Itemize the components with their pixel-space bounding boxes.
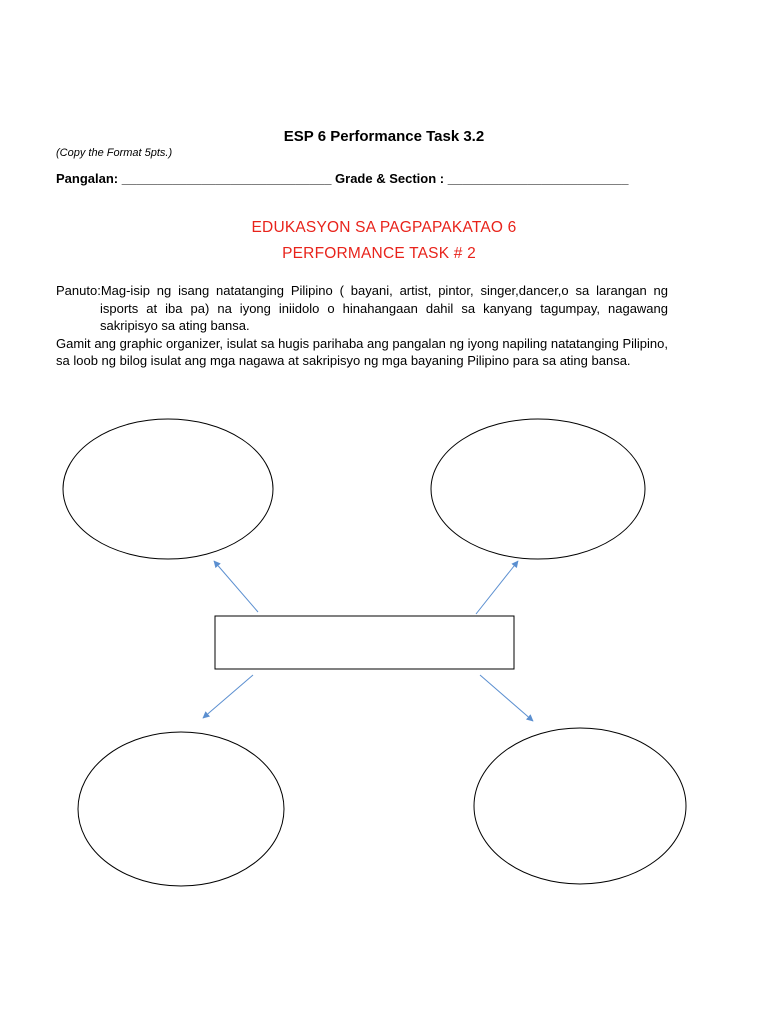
name-label: Pangalan: (56, 171, 122, 186)
arrow-bottom-left (203, 675, 253, 718)
circle-bottom-right[interactable] (474, 728, 686, 884)
circle-top-right[interactable] (431, 419, 645, 559)
page-title: ESP 6 Performance Task 3.2 (283, 128, 485, 145)
arrow-top-right (476, 561, 518, 614)
instructions-paragraph-2: Gamit ang graphic organizer, isulat sa hugis parihaba ang pangalan ng iyong napiling natatanging Pilipino, sa loob ng bilog isulat ang mga nagawa at sakripisyo ng mga bayaning Pilipino para sa ating bansa. (56, 335, 668, 368)
name-blank: _____________________________ (121, 171, 332, 186)
circle-bottom-left[interactable] (78, 732, 284, 886)
subject-heading: EDUKASYON SA PAGPAPAKATAO 6 (251, 219, 517, 236)
center-rectangle[interactable] (215, 616, 514, 669)
grade-section-blank: _________________________ (447, 171, 629, 186)
circle-top-left[interactable] (63, 419, 273, 559)
arrow-top-left (214, 561, 258, 612)
copy-format-note: (Copy the Format 5pts.) (56, 147, 173, 159)
arrow-bottom-right (480, 675, 533, 721)
grade-section-label: Grade & Section : (331, 171, 448, 186)
task-heading: PERFORMANCE TASK # 2 (282, 245, 476, 262)
instructions-paragraph-1: Panuto:Mag-isip ng isang natatanging Pilipino ( bayani, artist, pintor, singer,dancer,o sa larangan ng isports at iba pa) na iyong iniidolo o hinahangaan dahil sa kanyang tagumpay, nagawang sakripisyo sa ating bansa. (56, 283, 668, 333)
